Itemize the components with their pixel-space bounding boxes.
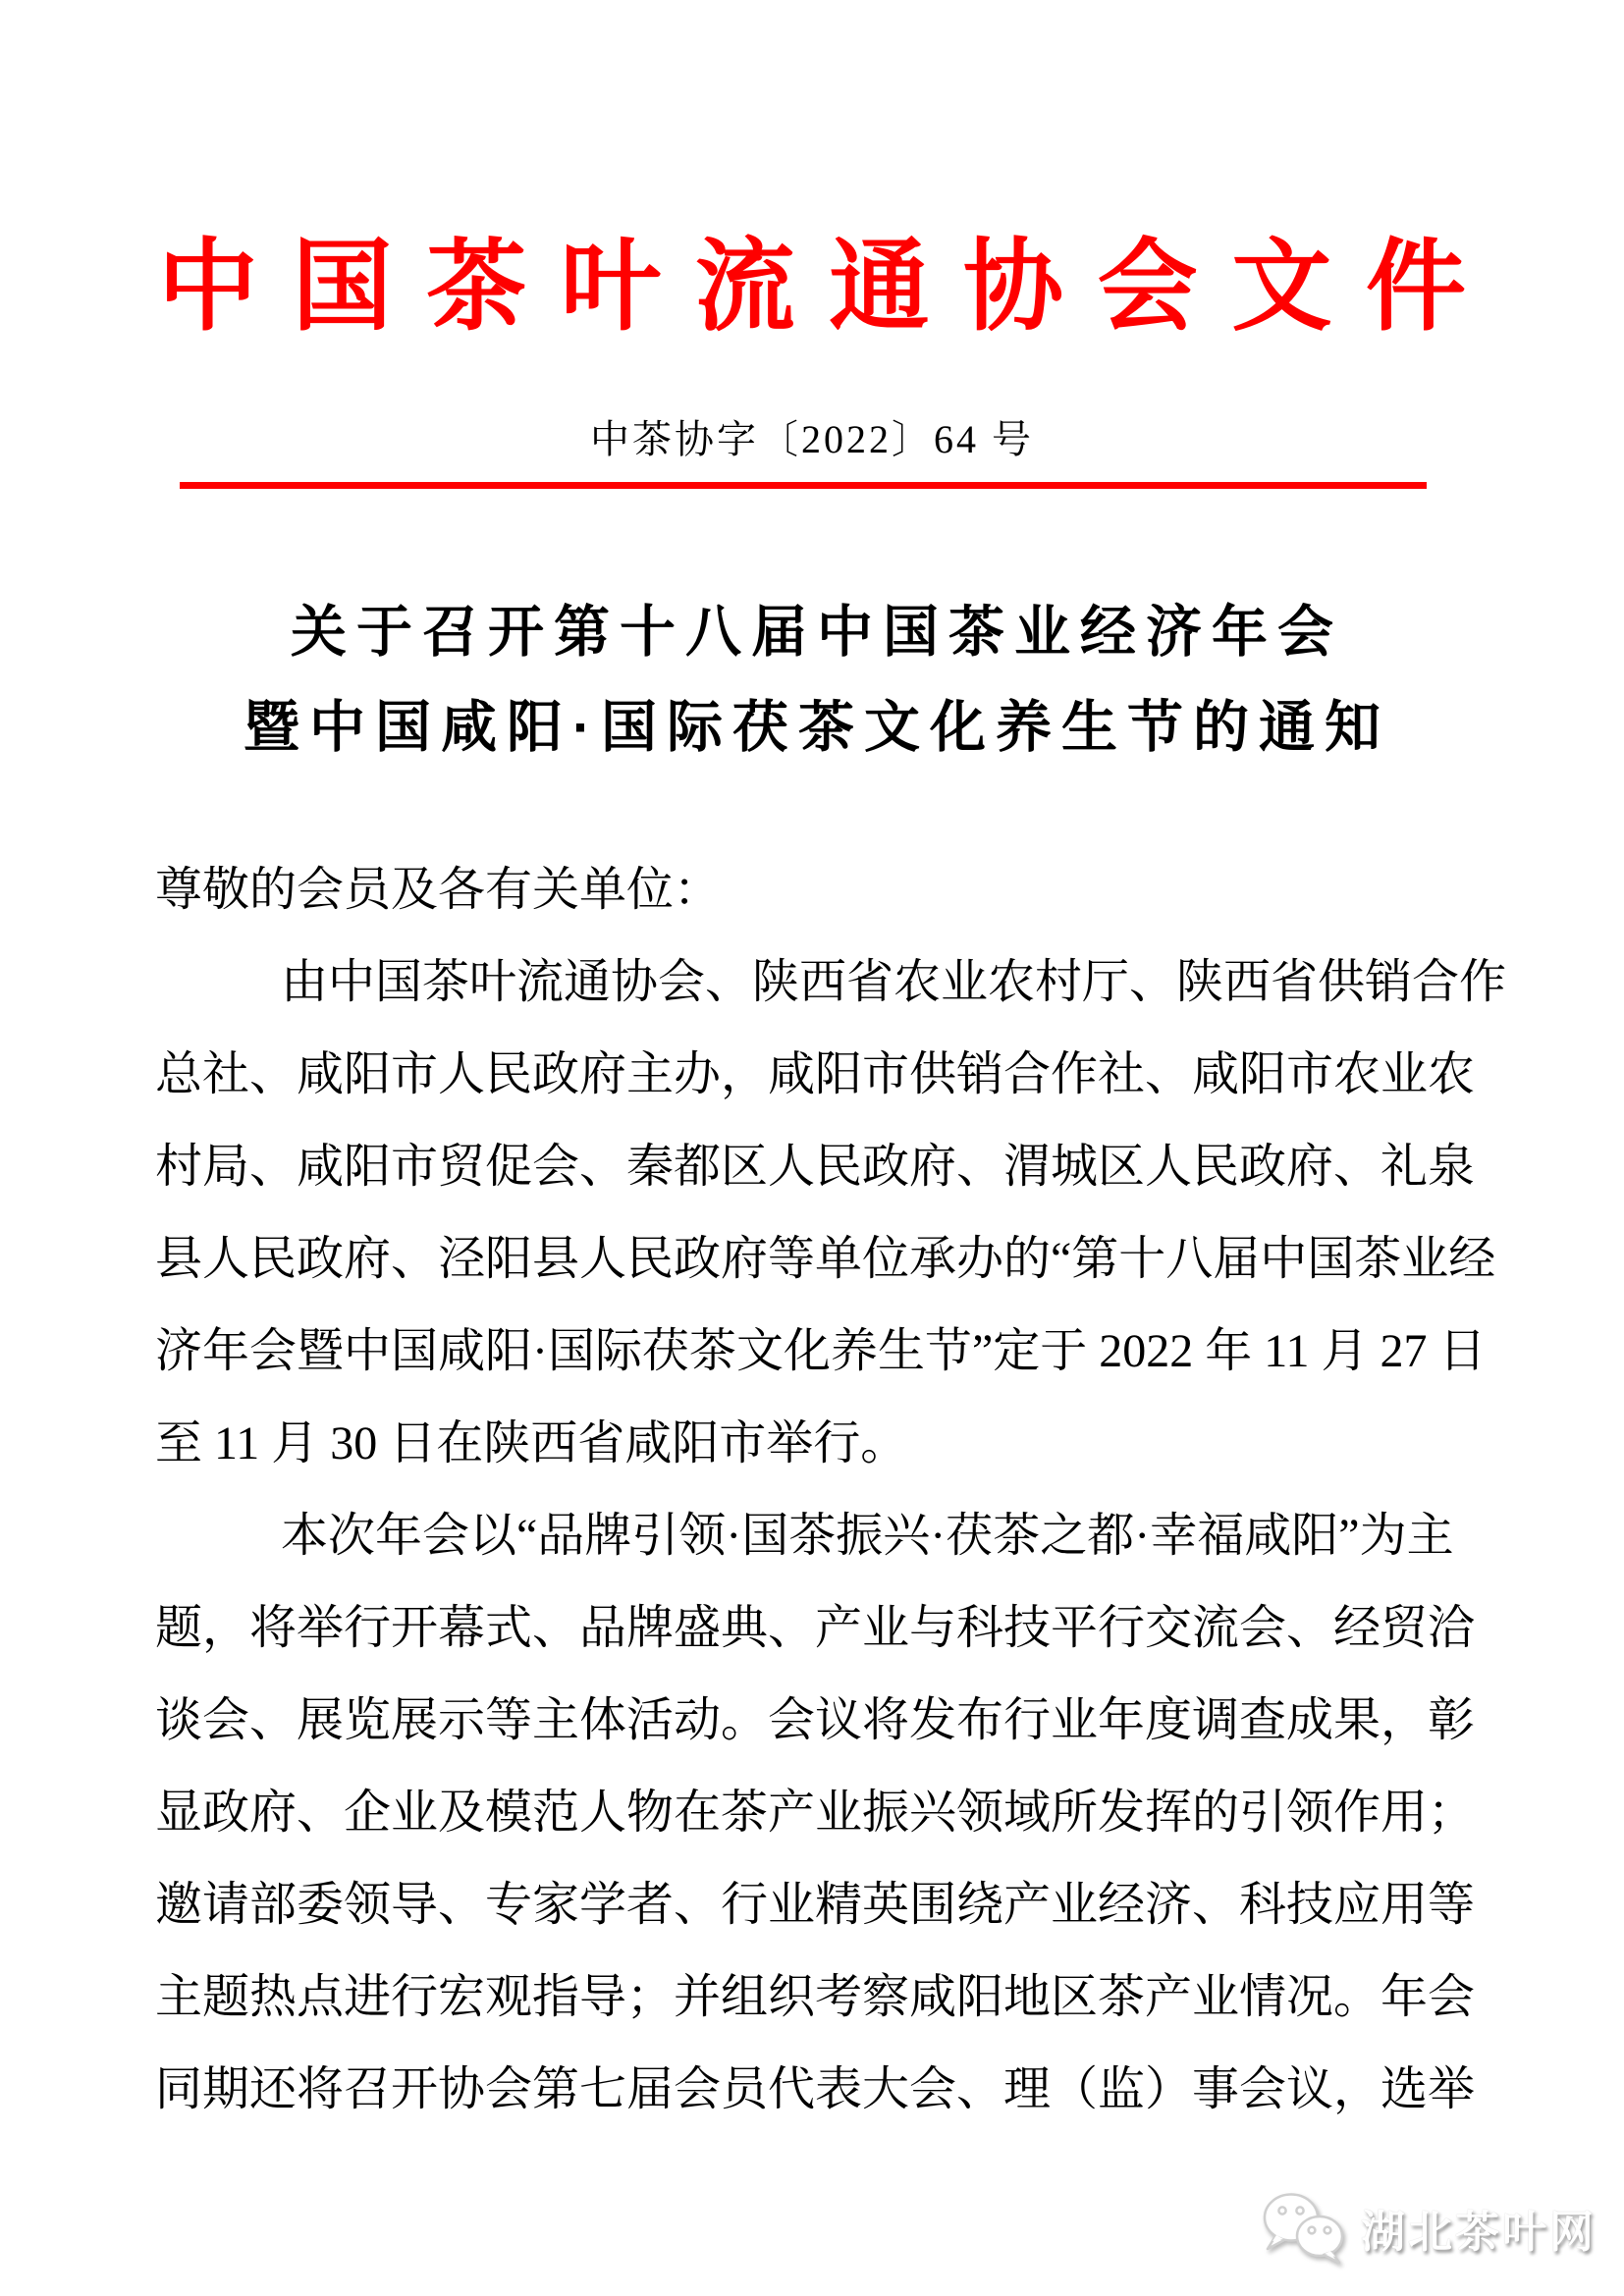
watermark-label: 湖北茶叶网 [1360, 2206, 1597, 2257]
body-line: 同期还将召开协会第七届会员代表大会、理（监）事会议，选举 [155, 2063, 1476, 2115]
body-line: 邀请部委领导、专家学者、行业精英围绕产业经济、科技应用等 [155, 1879, 1476, 1931]
body-line: 题，将举行开幕式、品牌盛典、产业与科技平行交流会、经贸洽 [155, 1602, 1476, 1654]
body-line: 本次年会以“品牌引领·国茶振兴·茯茶之都·幸福咸阳”为主 [281, 1510, 1454, 1562]
body-line: 济年会暨中国咸阳·国际茯茶文化养生节”定于 2022 年 11 月 27 日 [155, 1325, 1487, 1377]
body-paragraphs [155, 936, 1507, 2136]
notice-title-line-1: 关于召开第十八届中国茶业经济年会 [291, 601, 1343, 664]
wechat-icon [1255, 2190, 1355, 2265]
document-body [155, 844, 1507, 2136]
body-line: 村局、咸阳市贸促会、秦都区人民政府、渭城区人民政府、礼泉 [155, 1141, 1476, 1193]
body-line: 至 11 月 30 日在陕西省咸阳市举行。 [155, 1417, 908, 1469]
body-line: 谈会、展览展示等主体活动。会议将发布行业年度调查成果，彰 [155, 1694, 1476, 1746]
org-title: 中国茶叶流通协会文件 [157, 233, 1500, 344]
salutation: 尊敬的会员及各有关单位： [155, 864, 722, 916]
body-line: 总社、咸阳市人民政府主办，咸阳市供销合作社、咸阳市农业农 [155, 1048, 1476, 1100]
notice-title [0, 585, 1624, 775]
doc-number: 中茶协字〔2022〕64 号 [590, 417, 1034, 461]
body-line: 县人民政府、泾阳县人民政府等单位承办的“第十八届中国茶业经 [155, 1233, 1496, 1285]
watermark [1255, 2190, 1597, 2265]
body-line: 显政府、企业及模范人物在茶产业振兴领域所发挥的引领作用； [155, 1787, 1476, 1839]
body-line: 由中国茶叶流通协会、陕西省农业农村厅、陕西省供销合作 [281, 956, 1507, 1008]
red-divider [180, 482, 1427, 489]
notice-title-line-2: 暨中国咸阳·国际茯茶文化养生节的通知 [244, 696, 1390, 759]
body-line: 主题热点进行宏观指导；并组织考察咸阳地区茶产业情况。年会 [155, 1971, 1476, 2023]
